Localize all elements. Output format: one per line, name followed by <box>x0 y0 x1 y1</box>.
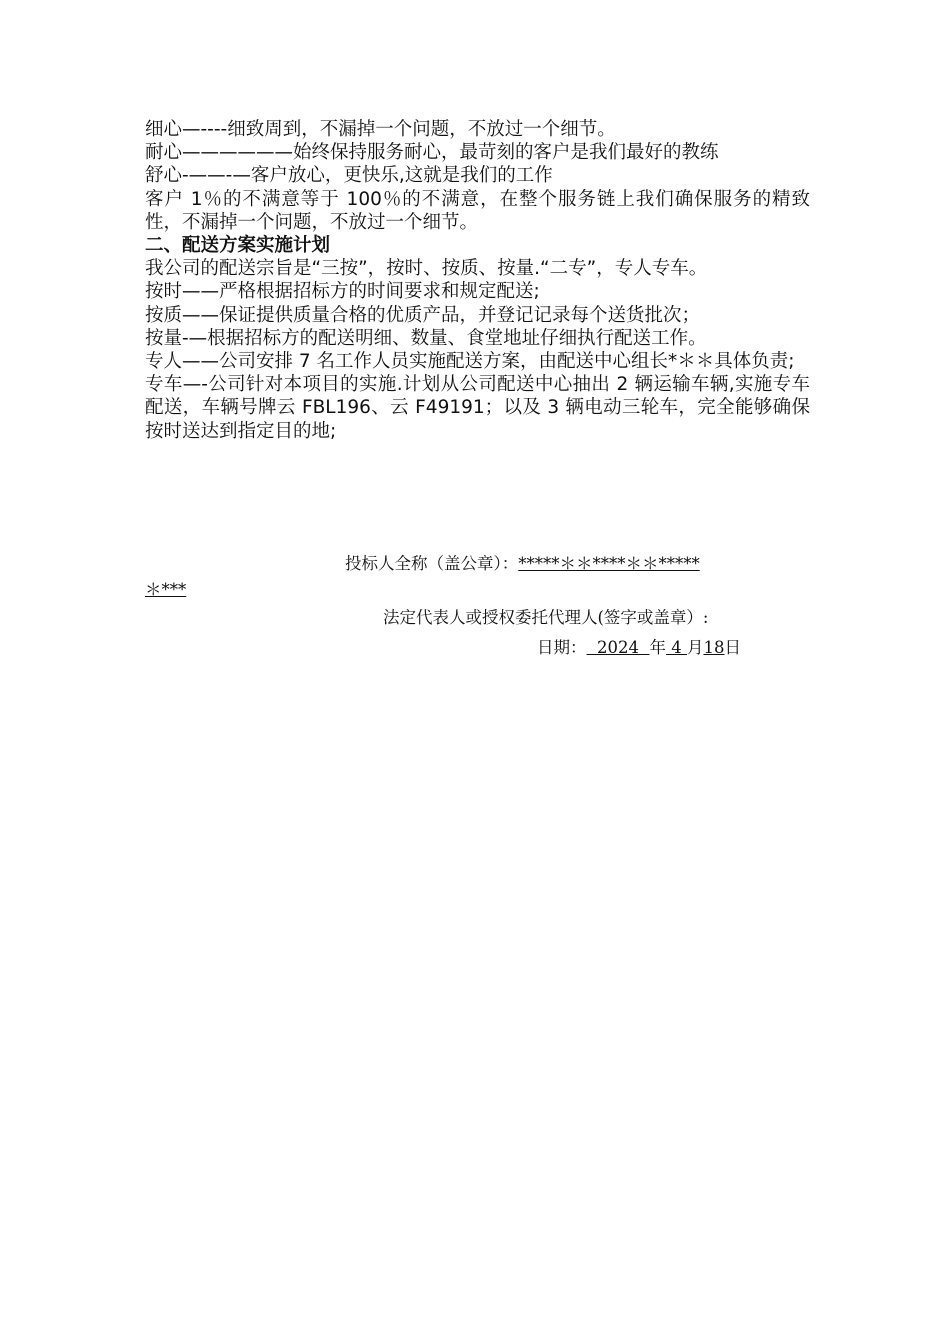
date-year-unit: 年 <box>649 638 666 657</box>
bidder-label: 投标人全称（盖公章）： <box>345 554 519 573</box>
date-month-unit: 月 <box>686 638 704 657</box>
bidder-name-continued: ＊*** <box>145 580 187 599</box>
paragraph-dedicated-staff: 专人——公司安排 7 名工作人员实施配送方案，由配送中心组长*＊＊具体负责; <box>145 351 795 373</box>
representative-line <box>383 607 709 629</box>
date-day: 18 <box>703 638 725 657</box>
section-heading: 二、配送方案实施计划 <box>145 235 331 257</box>
date-label: 日期： <box>537 638 587 657</box>
paragraph-on-quantity: 按量-—根据招标方的配送明细、数量、食堂地址仔细执行配送工作。 <box>145 327 707 349</box>
date-year: 2024 <box>586 638 650 657</box>
paragraph-dedicated-vehicles: 专车—-公司针对本项目的实施.计划从公司配送中心抽出 2 辆运输车辆,实施专车配送，车辆号牌云 FBL196、云 F49191；以及 3 辆电动三轮车，完全能够确保按时送达到指定目的地; <box>145 374 810 442</box>
paragraph-delivery-principle: 我公司的配送宗旨是“三按”，按时、按质、按量.“二专”，专人专车。 <box>145 258 708 280</box>
paragraph-on-time: 按时——严格根据招标方的时间要求和规定配送; <box>145 281 540 303</box>
date-month: 4 <box>665 638 687 657</box>
bidder-line <box>345 553 700 575</box>
document-body <box>145 118 810 443</box>
paragraph-satisfaction: 客户 1％的不满意等于 100％的不满意，在整个服务链上我们确保服务的精致性，不漏掉一个问题，不放过一个细节。 <box>145 188 810 233</box>
date-line <box>537 637 741 659</box>
paragraph-carefulness: 细心—----细致周到，不漏掉一个问题，不放过一个细节。 <box>145 119 616 140</box>
paragraph-comfort: 舒心-——-—客户放心，更快乐,这就是我们的工作 <box>145 165 553 187</box>
paragraph-on-quality: 按质——保证提供质量合格的优质产品，并登记记录每个送货批次； <box>145 304 701 326</box>
representative-label: 法定代表人或授权委托代理人(签字或盖章）: <box>383 608 709 627</box>
bidder-line-continued <box>145 579 186 601</box>
date-day-unit: 日 <box>724 638 741 657</box>
paragraph-patience: 耐心——————始终保持服务耐心，最苛刻的客户是我们最好的教练 <box>145 142 719 164</box>
bidder-name: *****＊＊****＊＊***** <box>518 554 700 573</box>
